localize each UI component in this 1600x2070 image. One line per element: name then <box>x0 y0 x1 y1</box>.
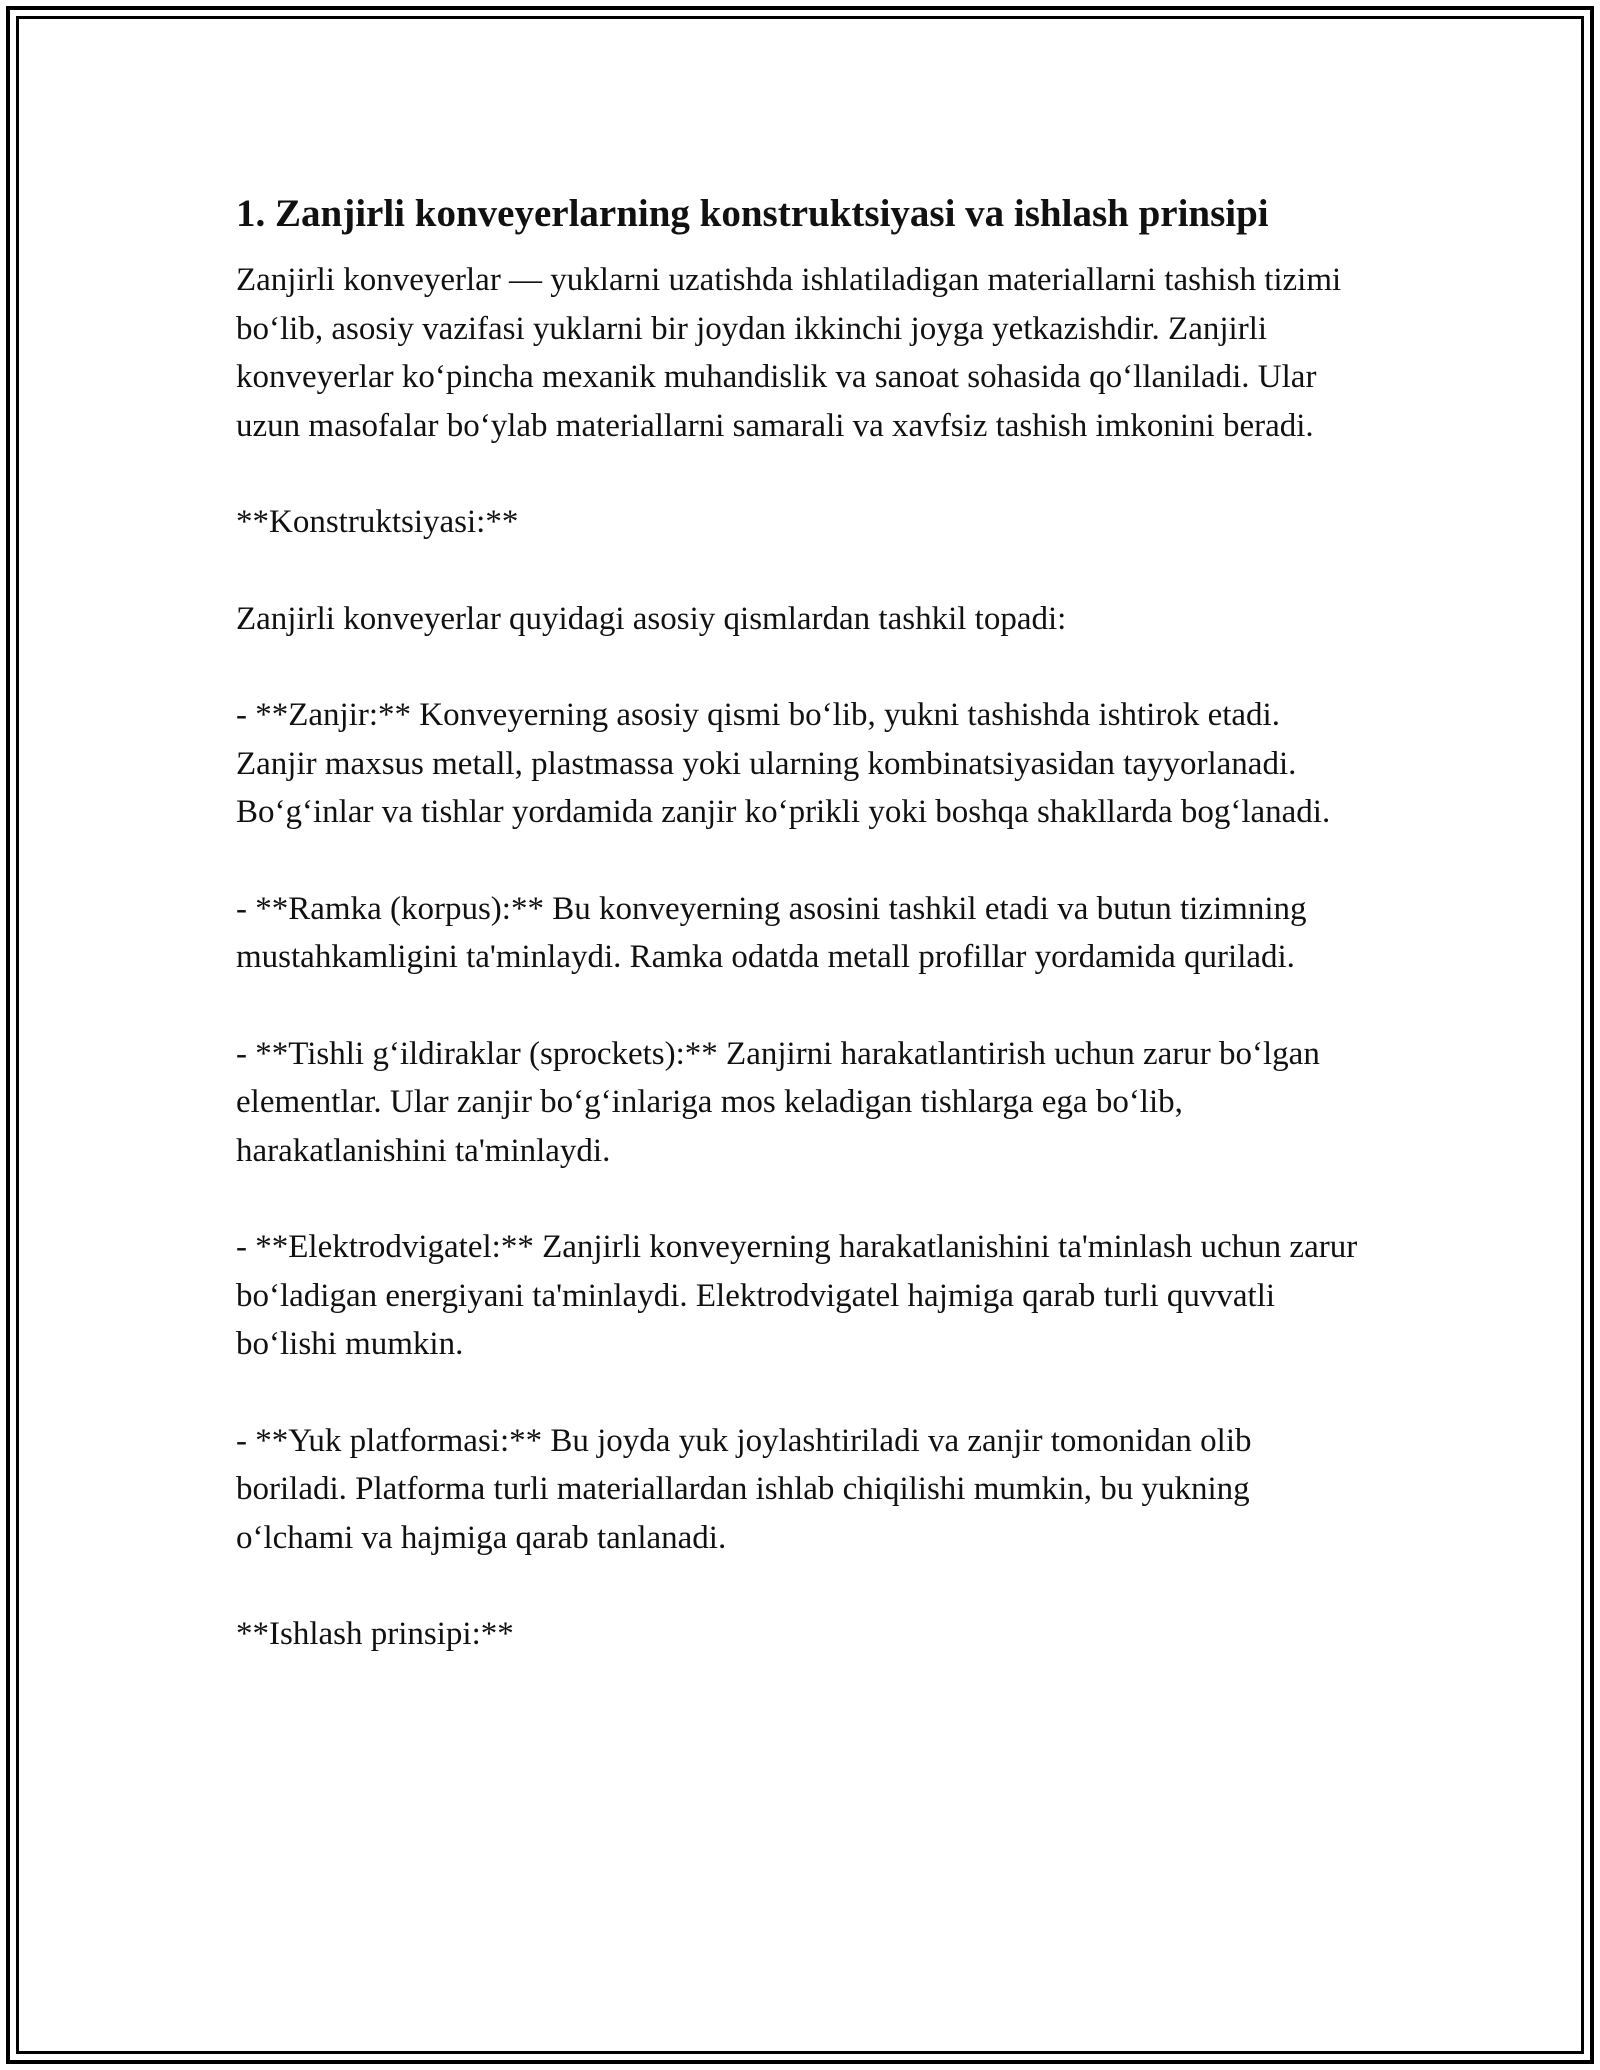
section-heading: 1. Zanjirli konveyerlarning konstruktsiyasi va ishlash prinsipi <box>236 192 1269 235</box>
chain-item-paragraph: - **Zanjir:** Konveyerning asosiy qismi bo‘lib, yukni tashishda ishtirok etadi. Zanjir maxsus metall, plastmassa yoki ularning kombinatsiyasidan tayyorlanadi. Bo‘g‘inlar va tishlar yordamida zanjir ko‘prikli yoki boshqa shakllarda bog‘lanadi. <box>236 697 1331 830</box>
intro-paragraph: Zanjirli konveyerlar — yuklarni uzatishda ishlatiladigan materiallarni tashish tizimi bo‘lib, asosiy vazifasi yuklarni bir joydan ikkinchi joyga yetkazishdir. Zanjirli konveyerlar ko‘pincha mexanik muhandislik va sanoat sohasida qo‘llaniladi. Ular uzun masofalar bo‘ylab materiallarni samarali va xavfsiz tashish imkonini beradi. <box>236 262 1342 444</box>
platform-item-paragraph: - **Yuk platformasi:** Bu joyda yuk joylashtiriladi va zanjir tomonidan olib boriladi. Platforma turli materiallardan ishlab chiqilishi mumkin, bu yukning o‘lchami va hajmiga qarab tanlanadi. <box>236 1422 1252 1556</box>
principle-subheading: **Ishlash prinsipi:** <box>236 1616 514 1652</box>
sprockets-item-paragraph: - **Tishli g‘ildiraklar (sprockets):** Zanjirni harakatlantirish uchun zarur bo‘lgan elementlar. Ular zanjir bo‘g‘inlariga mos keladigan tishlarga ega bo‘lib, harakatlanishini ta'minlaydi. <box>236 1035 1320 1169</box>
frame-item-paragraph: - **Ramka (korpus):** Bu konveyerning asosini tashkil etadi va butun tizimning mustahkamligini ta'minlaydi. Ramka odatda metall profillar yordamida quriladi. <box>236 890 1307 975</box>
construction-subheading: **Konstruktsiyasi:** <box>236 504 519 540</box>
motor-item-paragraph: - **Elektrodvigatel:** Zanjirli konveyerning harakatlanishini ta'minlash uchun zarur bo‘ladigan energiyani ta'minlaydi. Elektrodvigatel hajmiga qarab turli quvvatli bo‘lishi mumkin. <box>236 1229 1358 1362</box>
document-body <box>236 186 1366 1707</box>
parts-intro-paragraph: Zanjirli konveyerlar quyidagi asosiy qismlardan tashkil topadi: <box>236 600 1067 637</box>
